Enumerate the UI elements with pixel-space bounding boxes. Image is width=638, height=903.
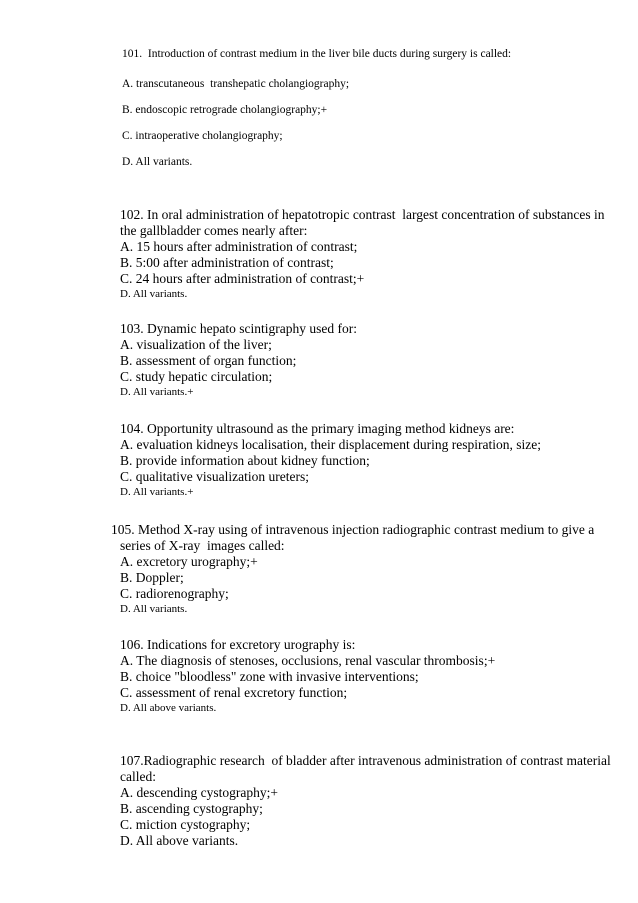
question-text: 104. Opportunity ultrasound as the primary imaging method kidneys are: (120, 421, 515, 436)
answer-option-d: D. All above variants. (120, 702, 217, 714)
question-text-continued: the gallbladder comes nearly after: (120, 223, 308, 238)
answer-option-b: B. endoscopic retrograde cholangiography;+ (122, 104, 328, 116)
question-107 (120, 753, 610, 849)
question-text: 105. Method X-ray using of intravenous injection radiographic contrast medium to give a (111, 522, 595, 537)
answer-option-d: D. All variants. (120, 603, 188, 615)
answer-option-a: A. 15 hours after administration of contrast; (120, 239, 358, 254)
answer-option-c: C. radiorenography; (120, 586, 229, 601)
question-text-continued: called: (120, 769, 156, 784)
answer-option-b: B. assessment of organ function; (120, 353, 297, 368)
answer-option-d: D. All variants.+ (120, 386, 194, 398)
answer-option-c: C. 24 hours after administration of contrast;+ (120, 271, 365, 286)
answer-option-c: C. study hepatic circulation; (120, 369, 273, 384)
answer-option-b: B. Doppler; (120, 570, 184, 585)
question-106 (120, 637, 610, 716)
answer-option-d: D. All variants. (120, 288, 188, 300)
answer-option-b: B. 5:00 after administration of contrast; (120, 255, 334, 270)
question-102 (120, 207, 610, 302)
question-103 (120, 321, 610, 400)
answer-option-a: A. descending cystography;+ (120, 785, 278, 800)
answer-option-b: B. ascending cystography; (120, 801, 263, 816)
question-105 (111, 522, 611, 617)
answer-option-a: A. transcutaneous transhepatic cholangiography; (122, 78, 350, 90)
answer-option-d: D. All variants. (122, 156, 193, 168)
answer-option-b: B. provide information about kidney function; (120, 453, 370, 468)
answer-option-a: A. excretory urography;+ (120, 554, 258, 569)
answer-option-c: C. miction cystography; (120, 817, 251, 832)
question-text: 103. Dynamic hepato scintigraphy used for: (120, 321, 357, 336)
question-text: 101. Introduction of contrast medium in the liver bile ducts during surgery is called: (122, 48, 512, 60)
answer-option-d: D. All variants.+ (120, 486, 194, 498)
answer-option-a: A. The diagnosis of stenoses, occlusions, renal vascular thrombosis;+ (120, 653, 496, 668)
answer-option-b: B. choice "bloodless" zone with invasive interventions; (120, 669, 419, 684)
answer-option-c: C. qualitative visualization ureters; (120, 469, 309, 484)
answer-option-c: C. assessment of renal excretory function; (120, 685, 348, 700)
question-101 (122, 48, 612, 182)
question-104 (120, 421, 610, 500)
answer-option-c: C. intraoperative cholangiography; (122, 130, 283, 142)
question-text: 102. In oral administration of hepatotropic contrast largest concentration of substances in (120, 207, 605, 222)
question-text-continued: series of X-ray images called: (120, 538, 285, 553)
answer-option-d: D. All above variants. (120, 833, 239, 848)
answer-option-a: A. evaluation kidneys localisation, their displacement during respiration, size; (120, 437, 542, 452)
question-text: 106. Indications for excretory urography is: (120, 637, 356, 652)
question-text: 107.Radiographic research of bladder after intravenous administration of contrast material (120, 753, 611, 768)
answer-option-a: A. visualization of the liver; (120, 337, 272, 352)
